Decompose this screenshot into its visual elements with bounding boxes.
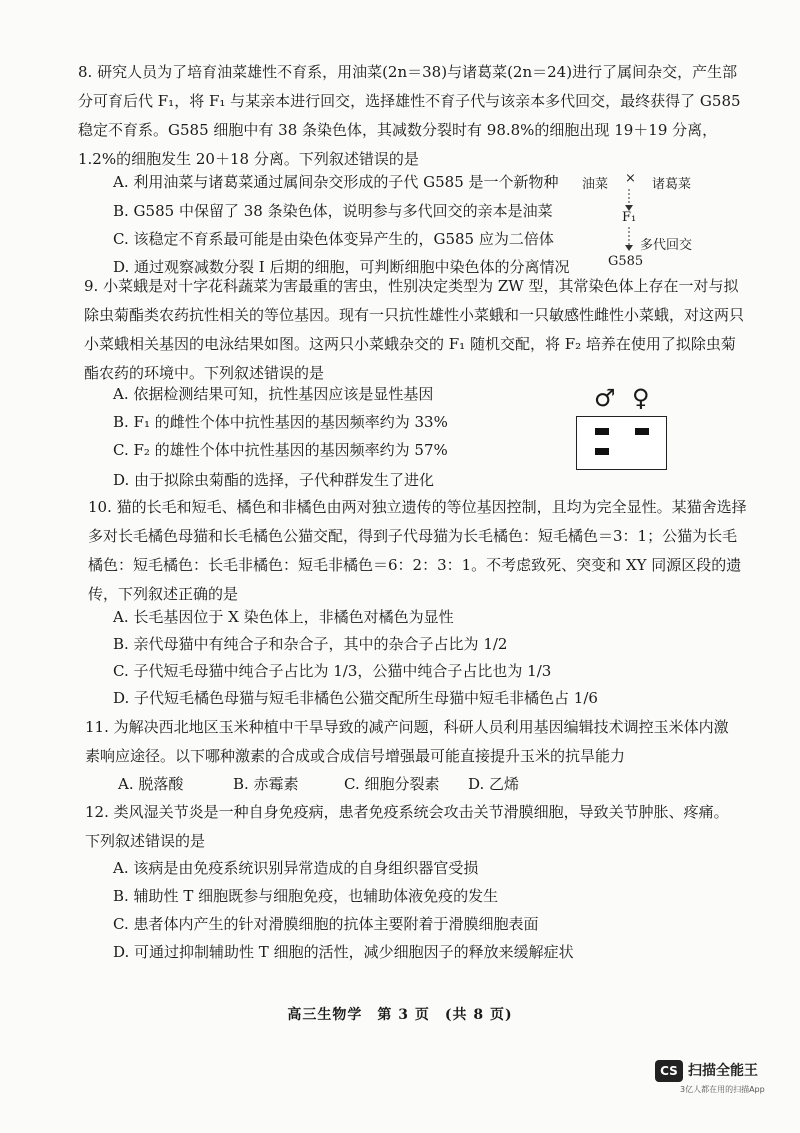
cross-arrows: [614, 185, 644, 265]
q12-option-b: B. 辅助性 T 细胞既参与细胞免疫，也辅助体液免疫的发生: [113, 887, 499, 905]
gel-box: [576, 416, 667, 470]
q8-option-b: B. G585 中保留了 38 条染色体，说明参与多代回交的亲本是油菜: [113, 202, 553, 220]
camscanner-name: 扫描全能王: [688, 1063, 758, 1079]
question-12-stem: 12. 类风湿关节炎是一种自身免疫病，患者免疫系统会攻击关节滑膜细胞，导致关节肿胀、疼痛。下列叙述错误的是: [85, 803, 729, 850]
q9-option-c: C. F₂ 的雄性个体中抗性基因的基因频率约为 57%: [113, 441, 448, 459]
camscanner-logo: CS: [655, 1060, 683, 1082]
male-symbol: ♂: [594, 384, 616, 412]
q10-option-d: D. 子代短毛橘色母猫与短毛非橘色公猫交配所生母猫中短毛非橘色占 1/6: [113, 689, 598, 707]
gel-band-male-upper: [595, 428, 609, 435]
parent-orychophragmus: 诸葛菜: [652, 177, 692, 192]
female-symbol: ♀: [632, 384, 650, 412]
q8-option-a: A. 利用油菜与诸葛菜通过属间杂交形成的子代 G585 是一个新物种: [113, 173, 559, 191]
question-8-stem: 8. 研究人员为了培育油菜雄性不育系，用油菜(2n＝38)与诸葛菜(2n＝24)进行了属间杂交，产生部分可育后代 F₁，将 F₁ 与某亲本进行回交，选择雄性不育子代与该亲本多代回交，最终获得了 G585 稳定不育系。G585 细胞中有 38 条染色体，其减数分裂时有 98.8%的细胞出现 19＋19 分离，1.2%的细胞发生 20＋18 分离。下列叙述错误的是: [78, 63, 741, 168]
g585-label: G585: [608, 254, 644, 269]
q8-option-c: C. 该稳定不育系最可能是由染色体变异产生的，G585 应为二倍体: [113, 230, 554, 248]
q11-option-c: C. 细胞分裂素: [344, 775, 440, 793]
question-10-stem: 10. 猫的长毛和短毛、橘色和非橘色由两对独立遗传的等位基因控制，且均为完全显性。某猫舍选择多对长毛橘色母猫和长毛橘色公猫交配，得到子代母猫为长毛橘色：短毛橘色＝3：1；公猫为长毛橘色：短毛橘色：长毛非橘色：短毛非橘色＝6：2：3：1。不考虑致死、突变和 XY 同源区段的遗传，下列叙述正确的是: [88, 498, 747, 603]
q11-option-d: D. 乙烯: [468, 775, 520, 793]
q12-option-a: A. 该病是由免疫系统识别异常造成的自身组织器官受损: [113, 859, 479, 877]
page-footer: 高三生物学 第 3 页 (共 8 页): [287, 1007, 513, 1023]
q10-option-a: A. 长毛基因位于 X 染色体上，非橘色对橘色为显性: [113, 608, 454, 626]
q8-option-d: D. 通过观察减数分裂 I 后期的细胞，可判断细胞中染色体的分离情况: [113, 258, 570, 276]
q12-option-d: D. 可通过抑制辅助性 T 细胞的活性，减少细胞因子的释放来缓解症状: [113, 943, 574, 961]
q10-option-b: B. 亲代母猫中有纯合子和杂合子，其中的杂合子占比为 1/2: [113, 635, 508, 653]
question-11-stem: 11. 为解决西北地区玉米种植中干旱导致的减产问题，科研人员利用基因编辑技术调控玉米体内激素响应途径。以下哪种激素的合成或合成信号增强最可能直接提升玉米的抗旱能力: [85, 718, 729, 765]
gel-band-female-upper: [635, 428, 649, 435]
q10-option-c: C. 子代短毛母猫中纯合子占比为 1/3，公猫中纯合子占比也为 1/3: [113, 662, 552, 680]
parent-rapeseed: 油菜: [582, 177, 609, 192]
q11-option-b: B. 赤霉素: [233, 775, 299, 793]
cross-symbol: ×: [625, 171, 636, 186]
q11-option-a: A. 脱落酸: [118, 775, 184, 793]
camscanner-tagline: 3亿人都在用的扫描App: [680, 1085, 765, 1094]
f1-label: F₁: [622, 210, 637, 225]
backcross-label: 多代回交: [640, 238, 693, 253]
q9-option-a: A. 依据检测结果可知，抗性基因应该是显性基因: [113, 385, 434, 403]
q12-option-c: C. 患者体内产生的针对滑膜细胞的抗体主要附着于滑膜细胞表面: [113, 915, 539, 933]
gel-band-male-lower: [595, 448, 609, 455]
q9-option-d: D. 由于拟除虫菊酯的选择，子代种群发生了进化: [113, 471, 435, 489]
question-9-stem: 9. 小菜蛾是对十字花科蔬菜为害最重的害虫，性别决定类型为 ZW 型，其常染色体上存在一对与拟除虫菊酯类农药抗性相关的等位基因。现有一只抗性雄性小菜蛾和一只敏感性雌性小菜蛾，对这两只小菜蛾相关基因的电泳结果如图。这两只小菜蛾杂交的 F₁ 随机交配，将 F₂ 培养在使用了拟除虫菊酯农药的环境中。下列叙述错误的是: [84, 277, 745, 382]
q9-option-b: B. F₁ 的雌性个体中抗性基因的基因频率约为 33%: [113, 413, 448, 431]
